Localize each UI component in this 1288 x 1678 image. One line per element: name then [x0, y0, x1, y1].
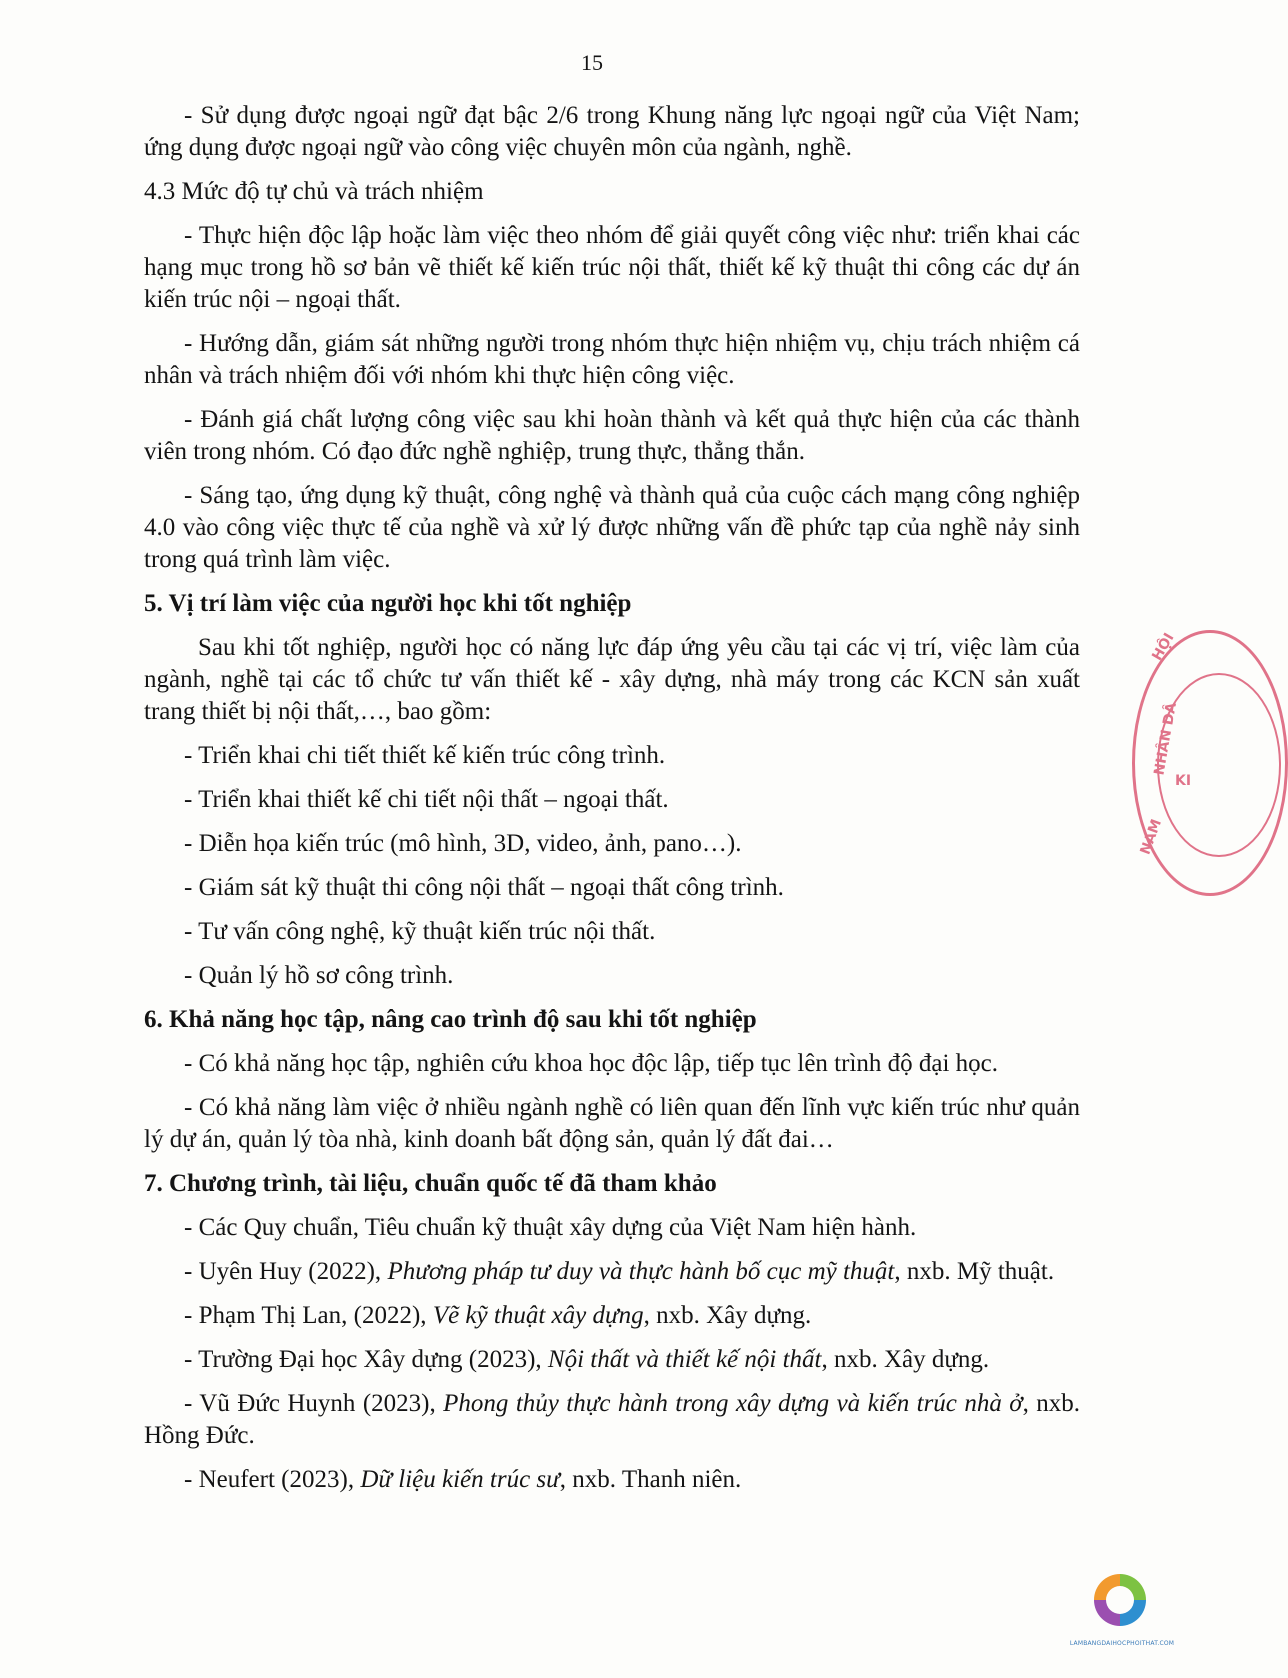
list-item: - Giám sát kỹ thuật thi công nội thất – ngoại thất công trình. [184, 874, 784, 901]
reference-author: - Phạm Thị Lan, (2022), [184, 1302, 433, 1329]
section-heading: 5. Vị trí làm việc của người học khi tốt nghiệp [144, 590, 632, 617]
reference-title: Phong thủy thực hành trong xây dựng và kiến trúc nhà ở [443, 1390, 1023, 1417]
list-item: - Triển khai chi tiết thiết kế kiến trúc công trình. [184, 742, 666, 769]
paragraph: - Đánh giá chất lượng công việc sau khi hoàn thành và kết quả thực hiện của các thành viên trong nhóm. Có đạo đức nghề nghiệp, trung thực, thẳng thắn. [144, 406, 1080, 465]
list-item: - Quản lý hồ sơ công trình. [184, 962, 454, 989]
list-item: - Có khả năng học tập, nghiên cứu khoa học độc lập, tiếp tục lên trình độ đại học. [184, 1050, 999, 1077]
paragraph: - Thực hiện độc lập hoặc làm việc theo nhóm để giải quyết công việc như: triển khai các hạng mục trong hồ sơ bản vẽ thiết kế kiến trúc nội thất, thiết kế kỹ thuật thi công các dự án kiến trúc nội – ngoại thất. [144, 222, 1080, 313]
list-item: - Tư vấn công nghệ, kỹ thuật kiến trúc nội thất. [184, 918, 656, 945]
section-heading: 7. Chương trình, tài liệu, chuẩn quốc tế đã tham khảo [144, 1170, 717, 1197]
reference-item [144, 1344, 1080, 1376]
reference-title: Dữ liệu kiến trúc sư [360, 1466, 560, 1493]
reference-publisher: , nxb. Mỹ thuật. [894, 1258, 1055, 1285]
paragraph: - Có khả năng làm việc ở nhiều ngành nghề có liên quan đến lĩnh vực kiến trúc như quản lý dự án, quản lý tòa nhà, kinh doanh bất động sản, quản lý đất đai… [144, 1094, 1080, 1153]
reference-item [144, 1256, 1080, 1288]
list-item: - Các Quy chuẩn, Tiêu chuẩn kỹ thuật xây dựng của Việt Nam hiện hành. [184, 1214, 917, 1241]
list-item: - Diễn họa kiến trúc (mô hình, 3D, video, ảnh, pano…). [184, 830, 742, 857]
reference-author: - Neufert (2023), [184, 1466, 361, 1493]
reference-publisher: , nxb. Thanh niên. [559, 1466, 742, 1493]
section-heading: 6. Khả năng học tập, nâng cao trình độ sau khi tốt nghiệp [144, 1006, 757, 1033]
reference-publisher: , nxb. Hồng Đức. [144, 1390, 1080, 1449]
paragraph: - Sử dụng được ngoại ngữ đạt bậc 2/6 trong Khung năng lực ngoại ngữ của Việt Nam; ứng dụng được ngoại ngữ vào công việc chuyên môn của ngành, nghề. [144, 102, 1080, 161]
reference-author: - Trường Đại học Xây dựng (2023), [184, 1346, 548, 1373]
reference-title: Phương pháp tư duy và thực hành bố cục mỹ thuật [387, 1258, 895, 1285]
reference-publisher: , nxb. Xây dựng. [821, 1346, 990, 1373]
paragraph: - Sáng tạo, ứng dụng kỹ thuật, công nghệ và thành quả của cuộc cách mạng công nghiệp 4.0 vào công việc thực tế của nghề và xử lý được những vấn đề phức tạp của nghề nảy sinh trong quá trình làm việc. [144, 482, 1080, 573]
reference-title: Nội thất và thiết kế nội thất [547, 1346, 822, 1373]
list-item: - Triển khai thiết kế chi tiết nội thất – ngoại thất. [184, 786, 669, 813]
reference-item [144, 1388, 1080, 1452]
reference-title: Vẽ kỹ thuật xây dựng [432, 1302, 644, 1329]
reference-author: - Vũ Đức Huynh (2023), [184, 1390, 444, 1417]
logo-caption: LAMBANGDAIHOCPHOITHAT.COM [1069, 1640, 1175, 1647]
document-body [144, 100, 1080, 1508]
official-seal: HỘI NHÂN DÂ KI NAM [1132, 630, 1288, 896]
paragraph: Sau khi tốt nghiệp, người học có năng lực đáp ứng yêu cầu tại các vị trí, việc làm của ngành, nghề tại các tổ chức tư vấn thiết kế - xây dựng, nhà máy trong các KCN sản xuất trang thiết bị nội thất,…, bao gồm: [144, 634, 1080, 725]
reference-item [144, 1300, 1080, 1332]
reference-author: - Uyên Huy (2022), [184, 1258, 388, 1285]
paragraph: - Hướng dẫn, giám sát những người trong nhóm thực hiện nhiệm vụ, chịu trách nhiệm cá nhân và trách nhiệm đối với nhóm khi thực hiện công việc. [144, 330, 1080, 389]
site-logo-icon [1090, 1570, 1150, 1630]
reference-item [144, 1464, 1080, 1496]
reference-publisher: , nxb. Xây dựng. [643, 1302, 812, 1329]
page-number: 15 [581, 50, 603, 75]
subsection-heading: 4.3 Mức độ tự chủ và trách nhiệm [144, 178, 484, 205]
